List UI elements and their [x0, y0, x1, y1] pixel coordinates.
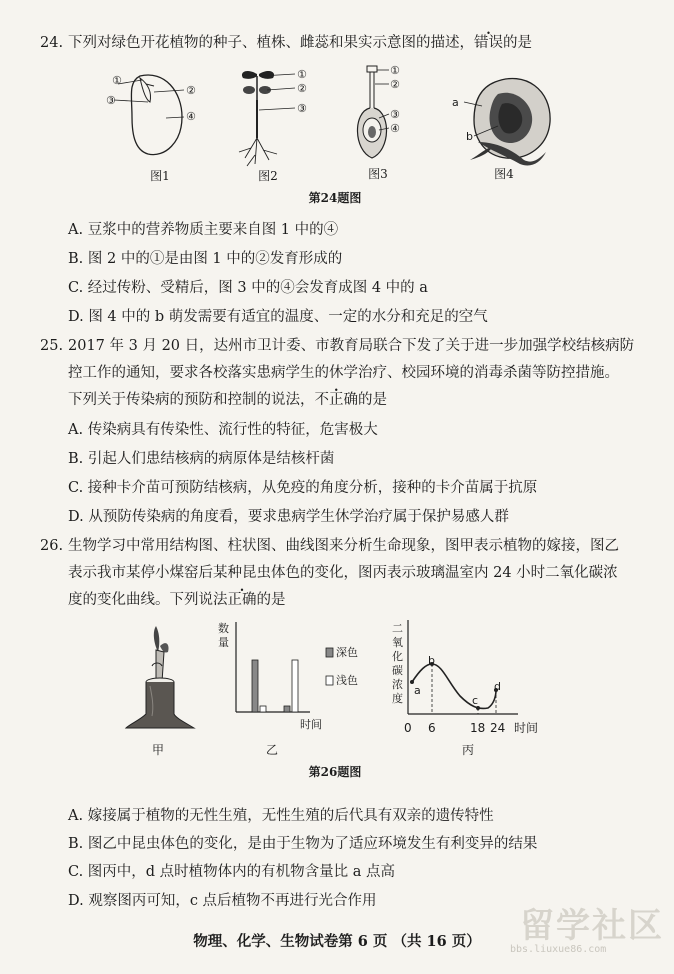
q24-figure-title: 第24题图 — [308, 191, 362, 205]
page-footer: 物理、化学、生物试卷第 6 页 （共 16 页） — [193, 933, 481, 950]
yi-bar-light-t2 — [292, 660, 298, 712]
q25-option-b: B. 引起人们患结核病的病原体是结核杆菌 — [68, 451, 335, 467]
legend-dark-label: 深色 — [336, 646, 358, 659]
fig-yi-bar-chart — [236, 620, 356, 720]
q26-stem-prefix: 度的变化曲线。下列说法 — [68, 592, 228, 608]
q26-stem-emph: 正确 — [227, 592, 257, 608]
fig1-label-3: ③ — [106, 94, 116, 107]
q26-option-d: D. 观察图丙可知，c 点后植物不再进行光合作用 — [68, 893, 377, 909]
q25-stem-prefix: 下列关于传染病的预防和控制的说法， — [68, 392, 315, 408]
q24-option-c: C. 经过传粉、受精后，图 3 中的④会发育成图 4 中的 a — [68, 280, 428, 296]
yi-ylabel: 数量 — [218, 622, 229, 649]
q24-stem-suffix: 的是 — [503, 35, 532, 51]
fig4-caption: 图4 — [494, 167, 514, 181]
yi-bar-dark-t1 — [252, 660, 258, 712]
bing-xtick-18: 18 — [470, 721, 486, 735]
q24-option-b: B. 图 2 中的①是由图 1 中的②发育形成的 — [68, 251, 343, 267]
fig3-caption: 图3 — [368, 167, 388, 181]
q26-stem-suffix: 的是 — [256, 592, 286, 608]
fig2-label-3: ③ — [297, 102, 307, 115]
bing-label-b: b — [428, 654, 435, 667]
fig-yi-caption: 乙 — [265, 743, 278, 757]
watermark-logo: 留学社区 — [520, 906, 664, 946]
fig1-label-1: ① — [112, 74, 122, 87]
q26-option-a: A. 嫁接属于植物的无性生殖，无性生殖的后代具有双亲的遗传特性 — [68, 808, 494, 824]
legend-light-swatch — [326, 676, 333, 685]
bing-ylabel: 二氧化碳浓度 — [392, 622, 403, 705]
q26-option-b: B. 图乙中昆虫体色的变化，是由于生物为了适应环境发生有利变异的结果 — [68, 836, 538, 852]
bing-xlabel: 时间 — [514, 721, 539, 735]
q25-stem-line3 — [68, 390, 387, 410]
fig3-label-1: ① — [390, 64, 400, 77]
q26-stem-line2: 表示我市某停小煤窑后某种昆虫体色的变化，图丙表示玻璃温室内 24 小时二氧化碳浓 — [68, 565, 618, 581]
q24-option-d: D. 图 4 中的 b 萌发需要有适宜的温度、一定的水分和充足的空气 — [68, 309, 488, 325]
fig2-label-1: ① — [297, 68, 307, 81]
fig3-label-2: ② — [390, 78, 400, 91]
q25-number: 25. — [40, 338, 64, 354]
q25-stem-suffix: 的是 — [358, 392, 387, 408]
q25-option-c: C. 接种卡介苗可预防结核病，从免疫的角度分析，接种的卡介苗属于抗原 — [68, 480, 538, 496]
bing-label-c: c — [472, 694, 479, 707]
legend-dark-swatch — [326, 648, 333, 657]
q24-stem — [68, 33, 532, 53]
fig3-label-3: ③ — [390, 108, 400, 121]
q25-stem-line1: 2017 年 3 月 20 日，达州市卫计委、市教育局联合下发了关于进一步加强学校结核病防 — [68, 338, 635, 354]
q26-figure-title: 第26题图 — [308, 765, 362, 779]
q25-stem-line2: 控工作的通知，要求各校落实患病学生的休学治疗、校园环境的消毒杀菌等防控措施。 — [68, 365, 619, 381]
yi-bar-light-t1 — [260, 706, 266, 712]
fig4-fruit-diagram — [450, 60, 560, 170]
yi-xlabel: 时间 — [300, 718, 322, 731]
bing-xtick-24: 24 — [490, 721, 506, 735]
q25-option-d: D. 从预防传染病的角度看，要求患病学生休学治疗属于保护易感人群 — [68, 509, 509, 525]
fig3-label-4: ④ — [390, 122, 400, 135]
legend-light-label: 浅色 — [336, 674, 358, 687]
q26-number: 26. — [40, 538, 64, 554]
fig-jia-caption: 甲 — [151, 743, 164, 757]
yi-bar-dark-t2 — [284, 706, 290, 712]
fig-bing-caption: 丙 — [461, 743, 474, 757]
bing-label-d: d — [494, 680, 501, 693]
q24-stem-prefix: 下列对绿色开花植物的种子、植株、雌蕊和果实示意图的描述， — [68, 35, 474, 51]
q24-option-a: A. 豆浆中的营养物质主要来自图 1 中的④ — [68, 222, 339, 238]
q26-option-c: C. 图丙中，d 点时植物体内的有机物含量比 a 点高 — [68, 864, 396, 880]
fig3-pistil-diagram — [345, 62, 425, 172]
q24-stem-emph: 错误 — [474, 35, 503, 51]
fig2-caption: 图2 — [258, 169, 278, 183]
q25-stem-emph: 不正确 — [314, 392, 358, 408]
q26-stem-line3 — [68, 590, 286, 610]
fig2-seedling-diagram — [225, 60, 305, 170]
bing-xtick-0: 0 — [404, 721, 412, 735]
q25-option-a: A. 传染病具有传染性、流行性的特征，危害极大 — [68, 422, 378, 438]
fig1-label-2: ② — [186, 84, 196, 97]
fig1-label-4: ④ — [186, 110, 196, 123]
bing-xtick-6: 6 — [428, 721, 436, 735]
fig2-label-2: ② — [297, 82, 307, 95]
q24-number: 24. — [40, 35, 64, 51]
bing-co2-curve-line — [412, 664, 496, 709]
fig-jia-grafting-diagram — [120, 622, 210, 737]
fig1-caption: 图1 — [150, 169, 170, 183]
fig4-label-a: a — [452, 96, 459, 109]
watermark-url: bbs.liuxue86.com — [510, 944, 607, 955]
fig4-label-b: b — [466, 130, 473, 143]
q26-stem-line1: 生物学习中常用结构图、柱状图、曲线图来分析生命现象，图甲表示植物的嫁接，图乙 — [68, 538, 619, 554]
bing-label-a: a — [414, 684, 421, 697]
